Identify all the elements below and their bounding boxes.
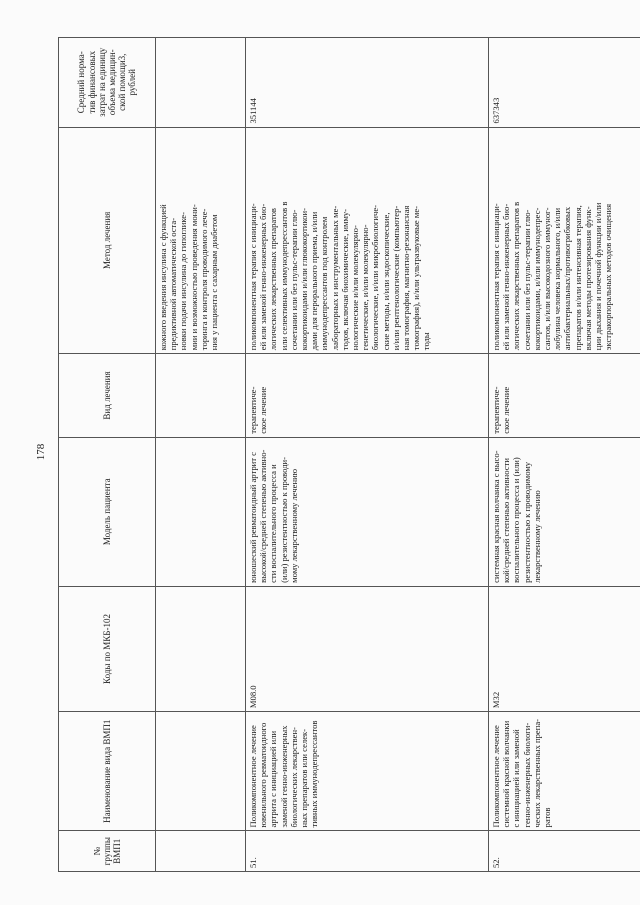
header-patient-model: Модель пациента xyxy=(59,437,156,586)
row-vmp-name: Поликомпонентное лечение системной красной волчанки с инициацией или заменой генно-инженерных биологи- ческих лекарственных препа- ратов xyxy=(489,712,640,831)
header-treatment-method: Метод лечения xyxy=(59,127,156,354)
table-row xyxy=(489,38,640,872)
table-row xyxy=(246,38,489,872)
continuation-empty-cell xyxy=(156,586,246,711)
continuation-empty-cell xyxy=(156,831,246,872)
header-group-number: № группы ВМП1 xyxy=(59,831,156,872)
row-patient-model: системная красная волчанка с высо- кой/средней степенью активности воспалительного процесса и (или) резистентностью к проводимому лекарственному лечению xyxy=(489,437,640,586)
row-icd-code: M08.0 xyxy=(246,586,489,711)
rotated-document-sheet xyxy=(35,37,614,872)
row-average-cost: 637343 xyxy=(489,38,640,128)
header-treatment-type: Вид лечения xyxy=(59,354,156,438)
continuation-empty-cell xyxy=(156,38,246,128)
table-row-continuation xyxy=(156,38,246,872)
vmp-table xyxy=(58,37,640,872)
row-treatment-type: терапевтиче- ское лечение xyxy=(246,354,489,438)
continuation-empty-cell xyxy=(156,437,246,586)
row-vmp-name: Поликомпонентное лечение ювенильного ревматоидного артрита с инициацией или заменой генно-инженерных биологических лекарствен- ных препаратов или селек- тивных иммунодепрессантов xyxy=(246,712,489,831)
continuation-empty-cell xyxy=(156,354,246,438)
row-treatment-method: поликомпонентная терапия с инициаци- ей или заменой генно-инженерных био- логических лекарственных препаратов в сочетании или без пульс-терапии глю- кокортикоидами, и/или иммунодепрес- сантов, и/или высокодозного иммуног- лобулина человека нормального, и/или антибактериальных/противогрибковых препаратов и/или интенсивная терапия, включая методы протезирования функ- ции дыхания и почечной функции и/или экстракорпоральных методов очищения xyxy=(489,127,640,354)
header-vmp-name: Наименование вида ВМП1 xyxy=(59,712,156,831)
row-treatment-type: терапевтиче- ское лечение xyxy=(489,354,640,438)
continuation-empty-cell xyxy=(156,712,246,831)
header-average-cost: Средний норма- тив финансовых затрат на единицу объема медицин- ской помощи3, рублей xyxy=(59,38,156,128)
row-patient-model: юношеский ревматоидный артрит с высокой/средней степенью активно- сти воспалительного процесса и (или) резистентностью к проводи- мому лекарственному лечению xyxy=(246,437,489,586)
header-icd-codes: Коды по МКБ-102 xyxy=(59,586,156,711)
row-group-number: 52. xyxy=(489,831,640,872)
row-average-cost: 351144 xyxy=(246,38,489,128)
row-treatment-method: поликомпонентная терапия с инициаци- ей или заменой генно-инженерных био- логических лекарственных препаратов или селективных иммунодепрессантов в сочетании или без пульс-терапии глю- кокортикоидами и/или глюкокортикои- дами для перорального приема, и/или иммунодепрессантов под контролем лабораторных и инструментальных ме- тодов, включая биохимические, имму- нологические и/или молекулярно- генетические, и/или молекулярно- биологические, и/или микробиологиче- ские методы, и/или эндоскопические, и/или рентгенологические (компьютер- ная томография, магнитно-резонансная томография), и/или ультразвуковые ме- тоды xyxy=(246,127,489,354)
row-group-number: 51. xyxy=(246,831,489,872)
continuation-method-text: кожного введения инсулина с функцией предиктивной автоматической оста- новки подачи инсулина до гипоглике- мии и возможностью проведения мони- торинга и контроля проводимого лече- ния у пациента с сахарным диабетом xyxy=(156,127,246,354)
row-icd-code: M32 xyxy=(489,586,640,711)
table-header-row xyxy=(59,38,156,872)
page-number: 178 xyxy=(35,443,47,461)
